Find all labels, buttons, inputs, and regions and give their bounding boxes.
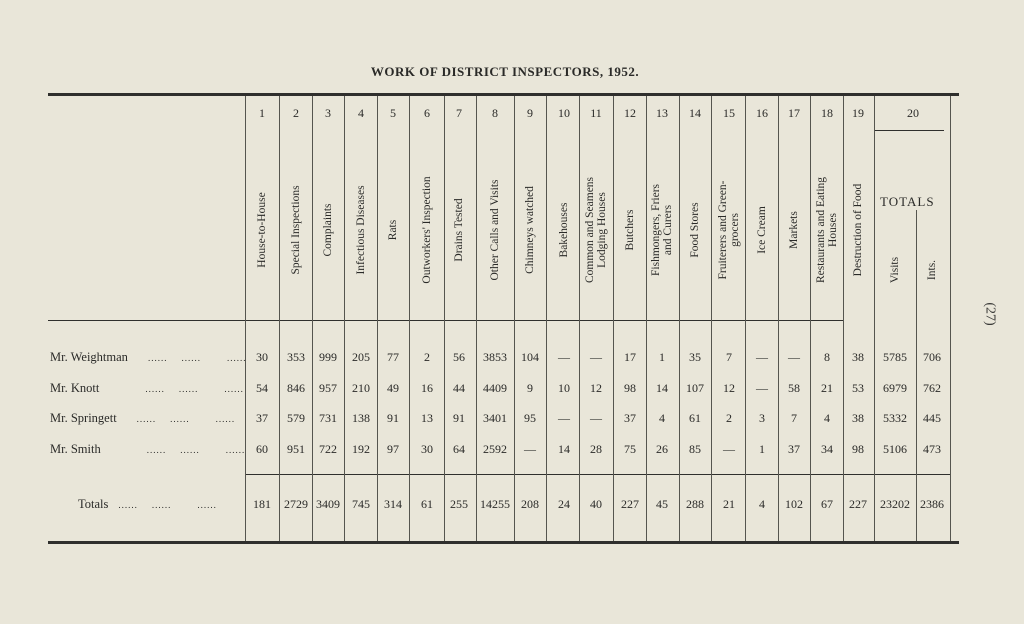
table-cell: — — [558, 411, 570, 425]
column-divider — [950, 96, 951, 541]
totals-sub-rule — [874, 130, 944, 131]
totals-cell: 45 — [656, 497, 668, 511]
column-number: 2 — [293, 106, 299, 120]
table-cell: 61 — [689, 411, 701, 425]
row-label-text: Mr. Knott — [50, 381, 100, 395]
column-heading: Fishmongers, Friers and Curers — [650, 184, 674, 276]
table-cell: — — [788, 350, 800, 364]
totals-group-label: TOTALS — [880, 194, 935, 209]
column-divider — [916, 210, 917, 541]
table-cell: — — [590, 411, 602, 425]
column-divider — [745, 96, 746, 541]
table-cell: 49 — [387, 381, 399, 395]
column-divider — [711, 96, 712, 541]
table-cell: 210 — [352, 381, 370, 395]
column-number: 17 — [788, 106, 800, 120]
totals-cell: 14255 — [480, 497, 510, 511]
inspector-name — [50, 350, 246, 365]
table-cell: 951 — [287, 442, 305, 456]
table-cell: 6979 — [883, 381, 907, 395]
column-number: 20 — [907, 106, 919, 120]
table-cell: — — [558, 350, 570, 364]
column-divider — [377, 96, 378, 541]
totals-cell: 2729 — [284, 497, 308, 511]
column-number: 4 — [358, 106, 364, 120]
column-number: 13 — [656, 106, 668, 120]
table-cell: 4 — [824, 411, 830, 425]
column-divider — [646, 96, 647, 541]
table-cell: 9 — [527, 381, 533, 395]
table-cell: 26 — [656, 442, 668, 456]
column-number: 16 — [756, 106, 768, 120]
table-bottom-rule — [48, 541, 959, 544]
column-heading: Fruiterers and Green- grocers — [717, 180, 741, 280]
table-cell: — — [524, 442, 536, 456]
column-heading: Infectious Diseases — [355, 185, 367, 275]
table-cell: 53 — [852, 381, 864, 395]
table-cell: 30 — [256, 350, 268, 364]
column-divider — [344, 96, 345, 541]
table-cell: 97 — [387, 442, 399, 456]
column-number: 11 — [590, 106, 602, 120]
table-cell: 16 — [421, 381, 433, 395]
table-cell: 14 — [656, 381, 668, 395]
table-cell: 762 — [923, 381, 941, 395]
column-divider — [546, 96, 547, 541]
column-number: 7 — [456, 106, 462, 120]
table-cell: 138 — [352, 411, 370, 425]
totals-cell: 208 — [521, 497, 539, 511]
table-cell: 2 — [726, 411, 732, 425]
totals-cell: 288 — [686, 497, 704, 511]
row-label-text: Totals — [78, 497, 109, 511]
column-divider — [579, 96, 580, 541]
table-cell: 91 — [387, 411, 399, 425]
totals-cell: 61 — [421, 497, 433, 511]
row-label-text: Mr. Weightman — [50, 350, 128, 364]
table-cell: 1 — [659, 350, 665, 364]
table-cell: 13 — [421, 411, 433, 425]
column-heading: Special Inspections — [290, 185, 302, 275]
dot-leader: ...... — [170, 414, 190, 424]
table-cell: 17 — [624, 350, 636, 364]
table-cell: 5332 — [883, 411, 907, 425]
table-cell: 95 — [524, 411, 536, 425]
table-cell: 85 — [689, 442, 701, 456]
table-cell: 54 — [256, 381, 268, 395]
column-heading: Ice Cream — [756, 206, 768, 254]
totals-cell: 23202 — [880, 497, 910, 511]
column-divider — [279, 96, 280, 541]
page-title: WORK OF DISTRICT INSPECTORS, 1952. — [370, 64, 640, 79]
totals-cell: 745 — [352, 497, 370, 511]
column-number: 15 — [723, 106, 735, 120]
dot-leader: ...... — [151, 500, 172, 510]
column-heading: Markets — [788, 211, 800, 249]
column-divider — [810, 96, 811, 541]
column-number: 9 — [527, 106, 533, 120]
dot-leader: ...... — [146, 445, 167, 455]
table-cell: 2592 — [483, 442, 507, 456]
dot-leader: ...... — [147, 353, 168, 363]
table-cell: 4409 — [483, 381, 507, 395]
table-cell: 473 — [923, 442, 941, 456]
table-cell: 104 — [521, 350, 539, 364]
table-cell: 3 — [759, 411, 765, 425]
column-number: 5 — [390, 106, 396, 120]
table-top-rule — [48, 93, 959, 96]
table-cell: 38 — [852, 411, 864, 425]
table-cell: 28 — [590, 442, 602, 456]
column-divider — [409, 96, 410, 541]
table-cell: 706 — [923, 350, 941, 364]
column-heading: Destruction of Food — [852, 183, 864, 277]
column-divider — [444, 96, 445, 541]
column-heading: Outworkers' Inspection — [421, 176, 433, 284]
column-divider — [476, 96, 477, 541]
table-cell: — — [756, 381, 768, 395]
column-heading: Visits — [889, 256, 901, 284]
table-cell: 37 — [256, 411, 268, 425]
table-cell: 44 — [453, 381, 465, 395]
row-label-text: Mr. Smith — [50, 442, 101, 456]
table-cell: 7 — [726, 350, 732, 364]
column-heading: Food Stores — [689, 202, 701, 258]
dot-leader: ...... — [215, 414, 236, 424]
column-divider — [245, 96, 246, 541]
table-cell: 205 — [352, 350, 370, 364]
column-divider — [613, 96, 614, 541]
table-cell: 5106 — [883, 442, 907, 456]
dot-leader: ...... — [225, 445, 246, 455]
dot-leader: ...... — [224, 384, 244, 394]
column-heading: Complaints — [322, 203, 334, 257]
table-cell: 98 — [624, 381, 636, 395]
column-heading: House-to-House — [256, 192, 268, 268]
column-heading: Restaurants and Eating Houses — [815, 176, 839, 284]
totals-cell: 227 — [621, 497, 639, 511]
totals-cell: 4 — [759, 497, 765, 511]
table-cell: 8 — [824, 350, 830, 364]
column-divider — [514, 96, 515, 541]
column-number: 10 — [558, 106, 570, 120]
dot-leader: ...... — [178, 384, 199, 394]
column-heading: Other Calls and Visits — [489, 179, 501, 281]
dot-leader: ...... — [226, 353, 247, 363]
table-cell: 731 — [319, 411, 337, 425]
table-cell: 38 — [852, 350, 864, 364]
table-cell: 192 — [352, 442, 370, 456]
table-cell: 56 — [453, 350, 465, 364]
dot-leader: ...... — [145, 384, 165, 394]
header-bottom-rule-left — [48, 320, 245, 321]
table-cell: 30 — [421, 442, 433, 456]
column-heading: Ints. — [926, 259, 938, 281]
column-heading: Chimneys watched — [524, 186, 536, 274]
table-cell: 579 — [287, 411, 305, 425]
table-cell: 1 — [759, 442, 765, 456]
table-cell: 58 — [788, 381, 800, 395]
totals-cell: 2386 — [920, 497, 944, 511]
table-cell: 3853 — [483, 350, 507, 364]
totals-row-label — [78, 497, 217, 512]
dot-leader: ...... — [181, 353, 201, 363]
table-cell: 7 — [791, 411, 797, 425]
inspector-name — [50, 381, 244, 396]
totals-cell: 314 — [384, 497, 402, 511]
table-cell: 3401 — [483, 411, 507, 425]
table-cell: 957 — [319, 381, 337, 395]
totals-cell: 102 — [785, 497, 803, 511]
column-number: 1 — [259, 106, 265, 120]
table-cell: 722 — [319, 442, 337, 456]
column-divider — [778, 96, 779, 541]
table-cell: 60 — [256, 442, 268, 456]
table-cell: — — [590, 350, 602, 364]
totals-cell: 181 — [253, 497, 271, 511]
table-cell: 5785 — [883, 350, 907, 364]
table-cell: 999 — [319, 350, 337, 364]
table-cell: 12 — [723, 381, 735, 395]
totals-cell: 21 — [723, 497, 735, 511]
header-bottom-rule — [245, 320, 843, 321]
column-divider — [874, 96, 875, 541]
table-cell: — — [756, 350, 768, 364]
column-heading: Bakehouses — [558, 202, 570, 258]
table-cell: 75 — [624, 442, 636, 456]
table-cell: 2 — [424, 350, 430, 364]
column-heading: Drains Tested — [453, 198, 465, 262]
table-cell: 77 — [387, 350, 399, 364]
column-number: 18 — [821, 106, 833, 120]
inspector-name — [50, 411, 235, 426]
dot-leader: ...... — [180, 445, 200, 455]
column-divider — [843, 96, 844, 541]
table-cell: 12 — [590, 381, 602, 395]
column-number: 3 — [325, 106, 331, 120]
column-heading: Butchers — [624, 209, 636, 251]
inspector-name — [50, 442, 245, 457]
totals-cell: 255 — [450, 497, 468, 511]
totals-cell: 3409 — [316, 497, 340, 511]
column-divider — [679, 96, 680, 541]
table-cell: 37 — [624, 411, 636, 425]
page-number: (27) — [982, 302, 998, 326]
column-heading: Rats — [387, 219, 399, 241]
column-number: 6 — [424, 106, 430, 120]
table-cell: 846 — [287, 381, 305, 395]
column-divider — [312, 96, 313, 541]
column-number: 14 — [689, 106, 701, 120]
table-cell: 10 — [558, 381, 570, 395]
table-cell: 34 — [821, 442, 833, 456]
totals-cell: 40 — [590, 497, 602, 511]
table-cell: 14 — [558, 442, 570, 456]
table-cell: — — [723, 442, 735, 456]
table-cell: 35 — [689, 350, 701, 364]
table-cell: 107 — [686, 381, 704, 395]
column-number: 19 — [852, 106, 864, 120]
dot-leader: ...... — [136, 414, 157, 424]
column-heading: Common and Seamens Lodging Houses — [584, 176, 608, 284]
dot-leader: ...... — [197, 500, 217, 510]
column-number: 8 — [492, 106, 498, 120]
table-cell: 4 — [659, 411, 665, 425]
table-cell: 353 — [287, 350, 305, 364]
totals-cell: 24 — [558, 497, 570, 511]
table-cell: 21 — [821, 381, 833, 395]
table-cell: 91 — [453, 411, 465, 425]
table-cell: 37 — [788, 442, 800, 456]
column-number: 12 — [624, 106, 636, 120]
totals-top-rule — [245, 474, 950, 475]
totals-cell: 227 — [849, 497, 867, 511]
totals-cell: 67 — [821, 497, 833, 511]
row-label-text: Mr. Springett — [50, 411, 117, 425]
dot-leader: ...... — [118, 500, 138, 510]
table-cell: 445 — [923, 411, 941, 425]
table-cell: 98 — [852, 442, 864, 456]
table-cell: 64 — [453, 442, 465, 456]
